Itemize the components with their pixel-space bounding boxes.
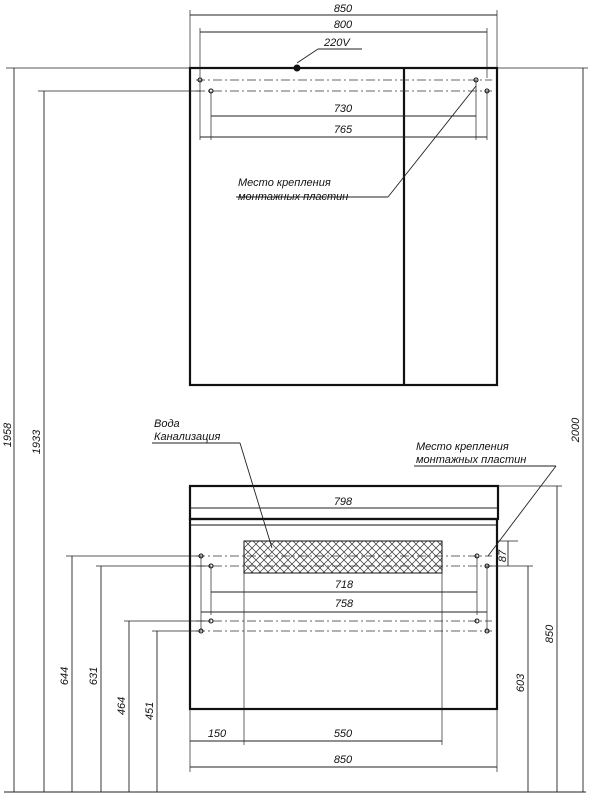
dim-plate-offset: 87 — [497, 549, 509, 563]
dim-height-vanity-hole-upper-2: 631 — [88, 666, 100, 686]
dim-mirror-width-inner: 800 — [333, 19, 353, 31]
mirror-mount-callout — [236, 86, 476, 203]
mirror-mount-note-line1: Место крепления — [238, 177, 331, 189]
dim-height-vanity-hole-lower: 464 — [116, 696, 128, 716]
dim-height-vanity-hole-upper: 644 — [59, 666, 71, 686]
mirror-mount-note-line2: монтажных пластин — [238, 191, 349, 203]
dim-height-total-top: 1958 — [2, 422, 14, 448]
dim-mirror-hole-inner: 730 — [333, 103, 353, 115]
dim-vanity-top-width: 798 — [333, 496, 353, 508]
dim-height-vanity-mount: 603 — [515, 673, 527, 693]
vanity-mount-note-line1: Место крепления — [416, 441, 509, 453]
dim-mirror-hole-outer: 765 — [333, 124, 353, 136]
mirror-width-dimensions — [190, 3, 497, 140]
utility-zone-hatch — [244, 541, 442, 573]
dim-pipe-zone-width: 550 — [333, 728, 353, 740]
utilities-water-label: Вода — [154, 418, 180, 430]
dim-height-vanity-top: 850 — [544, 624, 556, 644]
vanity-mount-callout — [414, 441, 556, 556]
dim-height-mount-top: 1933 — [31, 429, 43, 455]
dim-vanity-hole-inner: 718 — [334, 579, 354, 591]
vanity-mount-note-line2: монтажных пластин — [416, 454, 527, 466]
dim-vanity-hole-outer: 758 — [334, 598, 354, 610]
power-supply-label: 220V — [324, 37, 350, 49]
power-outlet-icon — [294, 65, 301, 72]
dim-mirror-width-overall: 850 — [333, 3, 353, 15]
utilities-sewer-label: Канализация — [154, 431, 221, 443]
dim-vanity-width-overall: 850 — [333, 754, 353, 766]
dim-pipe-offset-left: 150 — [207, 728, 227, 740]
utilities-callout — [152, 418, 272, 548]
dim-height-cabinet-top: 2000 — [570, 417, 582, 443]
dim-height-vanity-hole-lower-2: 451 — [144, 701, 156, 721]
vanity-width-dimensions — [190, 496, 497, 772]
